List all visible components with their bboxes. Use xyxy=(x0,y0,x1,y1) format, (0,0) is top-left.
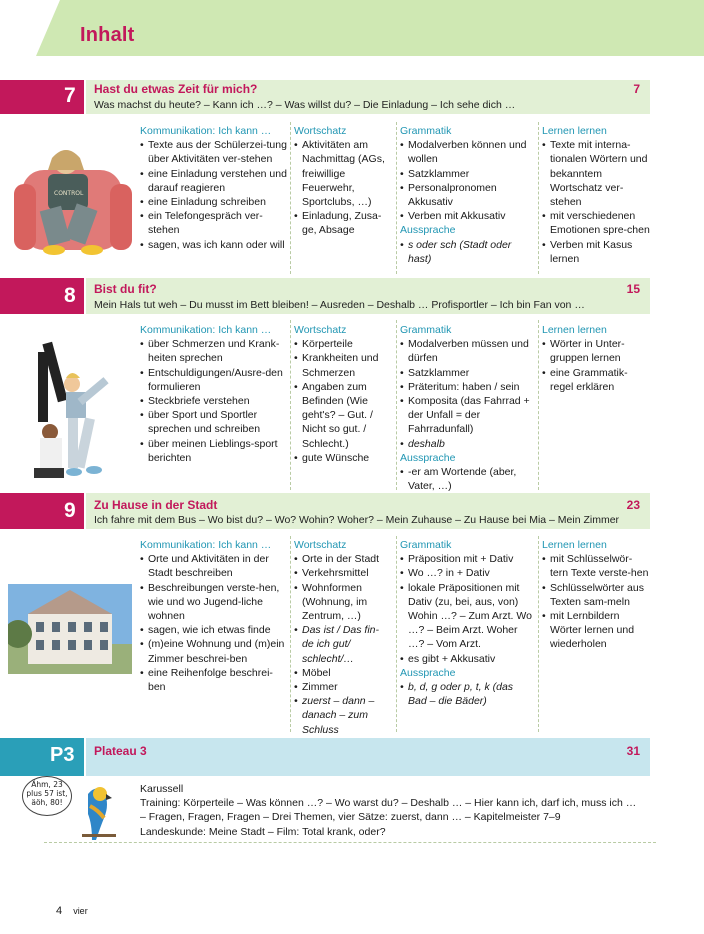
list-item: • Präteritum: haben / sein xyxy=(400,380,534,394)
column-divider xyxy=(396,122,397,274)
plateau-line: Karussell xyxy=(140,783,184,795)
list-item: • Wo …? in + Dativ xyxy=(400,566,534,580)
list-item: • Verkehrsmittel xyxy=(294,566,390,580)
list-item: • Satzklammer xyxy=(400,366,534,380)
page-footer xyxy=(56,905,88,917)
list-item: • sagen, was ich kann oder will xyxy=(140,238,288,252)
list-item: • Beschreibungen verste-hen, wie und wo Jugend-liche wohnen xyxy=(140,581,288,624)
column-divider xyxy=(538,536,539,732)
list-item: • Personalpronomen Akkusativ xyxy=(400,181,534,209)
list-item: • Einladung, Zusa-ge, Absage xyxy=(294,209,390,237)
list-item: • ein Telefongespräch ver-stehen xyxy=(140,209,288,237)
unit-subtitle: Mein Hals tut weh – Du musst im Bett bleiben! – Ausreden – Deshalb … Profisportler – Ich bin Fan von … xyxy=(94,299,585,311)
unit-number: 9 xyxy=(64,499,76,522)
column-divider xyxy=(290,122,291,274)
list-item: • Krankheiten und Schmerzen xyxy=(294,351,390,379)
list-item: • Satzklammer xyxy=(400,167,534,181)
list-item: • es gibt + Akkusativ xyxy=(400,652,534,666)
plateau-number: P3 xyxy=(50,744,75,766)
list-item: • Verben mit Akkusativ xyxy=(400,209,534,223)
column-wortschatz xyxy=(294,538,390,737)
unit-subtitle: Was machst du heute? – Kann ich …? – Was willst du? – Die Einladung – Ich sehe dich … xyxy=(94,99,516,111)
list-item: • Aktivitäten am Nachmittag (AGs, freiwillige Feuerwehr, Sportclubs, …) xyxy=(294,138,390,209)
list-item: • mit Schlüsselwör-tern Texte verste-hen xyxy=(542,552,650,580)
unit-header xyxy=(86,278,650,314)
list-item: • Körperteile xyxy=(294,337,390,351)
plateau-line: Training: Körperteile – Was können …? – Wo warst du? – Deshalb … – Hier kann ich, darf ich, muss ich … – Fragen, Fragen, Fragen – Drei Themen, vier Sätze: zuerst, dann … – Kapitelmeister 7–9 xyxy=(140,797,637,824)
list-item: • mit verschiedenen Emotionen spre-chen xyxy=(542,209,650,237)
aussprache-heading: Aussprache xyxy=(400,666,456,679)
page-number: 4 xyxy=(56,905,63,917)
list-item: • Orte in der Stadt xyxy=(294,552,390,566)
column-heading: Lernen lernen xyxy=(542,324,607,336)
list-item: • über Schmerzen und Krank-heiten sprechen xyxy=(140,337,288,365)
unit-number: 7 xyxy=(64,84,76,107)
list-item: • sagen, wie ich etwas finde xyxy=(140,623,288,637)
photo-city-building xyxy=(8,584,132,674)
list-item: • Texte aus der Schülerzei-tung über Aktivitäten ver-stehen xyxy=(140,138,288,166)
column-divider xyxy=(538,320,539,490)
illustration-dancers xyxy=(28,322,124,482)
unit-header xyxy=(86,80,650,114)
column-kommunikation xyxy=(140,538,288,694)
column-heading: Grammatik xyxy=(400,324,452,336)
column-kommunikation xyxy=(140,323,288,465)
parrot-illustration xyxy=(74,784,120,844)
list-item: • Zimmer xyxy=(294,680,390,694)
list-item: • Präposition mit + Dativ xyxy=(400,552,534,566)
list-item: • (m)eine Wohnung und (m)ein Zimmer beschrei-ben xyxy=(140,637,288,665)
unit-number-badge xyxy=(0,493,84,529)
plateau-header xyxy=(86,738,650,776)
plateau-line: Landeskunde: Meine Stadt – Film: Total krank, oder? xyxy=(140,825,386,838)
column-grammatik xyxy=(400,323,534,493)
unit-number-badge xyxy=(0,80,84,114)
unit-page-number[interactable]: 15 xyxy=(626,282,640,296)
column-heading: Wortschatz xyxy=(294,324,347,336)
unit-title[interactable]: Zu Hause in der Stadt xyxy=(94,498,218,512)
column-lernen xyxy=(542,124,650,266)
column-heading: Lernen lernen xyxy=(542,539,607,551)
unit-title[interactable]: Bist du fit? xyxy=(94,282,157,296)
column-grammatik xyxy=(400,124,534,266)
list-item: • Schlüsselwörter aus Texten sam-meln xyxy=(542,581,650,609)
unit-header xyxy=(86,493,650,529)
speech-bubble: Ähm, 23 plus 57 ist, äöh, 80! xyxy=(22,776,72,816)
unit-page-number[interactable]: 23 xyxy=(626,498,640,512)
column-lernen xyxy=(542,538,650,652)
aussprache-heading: Aussprache xyxy=(400,451,456,464)
list-item: • Wörter in Unter-gruppen lernen xyxy=(542,337,650,365)
list-item: • Modalverben müssen und dürfen xyxy=(400,337,534,365)
column-heading: Wortschatz xyxy=(294,125,347,137)
list-item: • eine Einladung verstehen und darauf reagieren xyxy=(140,167,288,195)
list-item: • Modalverben können und wollen xyxy=(400,138,534,166)
list-item: • zuerst – dann – danach – zum Schluss xyxy=(294,694,390,737)
unit-number-badge xyxy=(0,278,84,314)
column-heading: Grammatik xyxy=(400,539,452,551)
column-heading: Lernen lernen xyxy=(542,125,607,137)
shirt-text: CONTROL xyxy=(54,190,84,197)
list-item: • lokale Präpositionen mit Dativ (zu, bei, aus, von) Wohin …? – Zum Arzt. Wo …? – Beim Arzt. Woher …? – Vom Arzt. xyxy=(400,581,534,652)
column-lernen xyxy=(542,323,650,394)
list-item: • über meinen Lieblings-sport berichten xyxy=(140,437,288,465)
list-item: • mit Lernbildern Wörter lernen und wiederholen xyxy=(542,609,650,652)
page-number-word: vier xyxy=(73,906,88,916)
column-heading: Grammatik xyxy=(400,125,452,137)
list-item: • eine Grammatik-regel erklären xyxy=(542,366,650,394)
column-divider xyxy=(538,122,539,274)
column-heading: Wortschatz xyxy=(294,539,347,551)
list-item: • Das ist / Das fin-de ich gut/ schlecht/… xyxy=(294,623,390,666)
list-item: • deshalb xyxy=(400,437,534,451)
list-item: • -er am Wortende (aber, Vater, …) xyxy=(400,465,534,493)
unit-number: 8 xyxy=(64,284,76,307)
list-item: • Möbel xyxy=(294,666,390,680)
list-item: • Verben mit Kasus lernen xyxy=(542,238,650,266)
plateau-content xyxy=(140,782,640,839)
list-item: • b, d, g oder p, t, k (das Bad – die Bäder) xyxy=(400,680,534,708)
list-item: • s oder sch (Stadt oder hast) xyxy=(400,238,534,266)
aussprache-heading: Aussprache xyxy=(400,224,456,237)
list-item: • eine Einladung schreiben xyxy=(140,195,288,209)
list-item: • Wohnformen (Wohnung, im Zentrum, …) xyxy=(294,581,390,624)
list-item: • eine Reihenfolge beschrei-ben xyxy=(140,666,288,694)
plateau-title[interactable]: Plateau 3 xyxy=(94,744,147,758)
unit-subtitle: Ich fahre mit dem Bus – Wo bist du? – Wo? Wohin? Woher? – Mein Zuhause – Zu Hause bei Mia – Mein Zimmer xyxy=(94,514,620,526)
list-item: • Texte mit interna-tionalen Wörtern und bekanntem Wortschatz ver-stehen xyxy=(542,138,650,209)
column-kommunikation xyxy=(140,124,288,252)
list-item: • Entschuldigungen/Ausre-den formulieren xyxy=(140,366,288,394)
column-divider xyxy=(290,536,291,732)
list-item: • Orte und Aktivitäten in der Stadt beschreiben xyxy=(140,552,288,580)
unit-title[interactable]: Hast du etwas Zeit für mich? xyxy=(94,82,258,96)
plateau-page-number[interactable]: 31 xyxy=(626,744,640,758)
list-item: • gute Wünsche xyxy=(294,451,390,465)
list-item: • über Sport und Sportler sprechen und schreiben xyxy=(140,408,288,436)
column-divider xyxy=(396,320,397,490)
column-wortschatz xyxy=(294,124,390,238)
column-grammatik xyxy=(400,538,534,708)
column-divider xyxy=(396,536,397,732)
column-heading: Kommunikation: Ich kann … xyxy=(140,324,272,336)
column-wortschatz xyxy=(294,323,390,465)
plateau-bottom-divider xyxy=(44,842,656,843)
column-heading: Kommunikation: Ich kann … xyxy=(140,125,272,137)
plateau-number-badge xyxy=(0,738,84,776)
list-item: • Steckbriefe verstehen xyxy=(140,394,288,408)
list-item: • Komposita (das Fahrrad + der Unfall = der Fahrradunfall) xyxy=(400,394,534,437)
list-item: • Angaben zum Befinden (Wie geht's? – Gut. / Nicht so gut. / Schlecht.) xyxy=(294,380,390,451)
unit-page-number[interactable]: 7 xyxy=(633,82,640,96)
page-title: Inhalt xyxy=(80,24,135,46)
illustration-girl-armchair xyxy=(14,140,132,258)
column-divider xyxy=(290,320,291,490)
column-heading: Kommunikation: Ich kann … xyxy=(140,539,272,551)
